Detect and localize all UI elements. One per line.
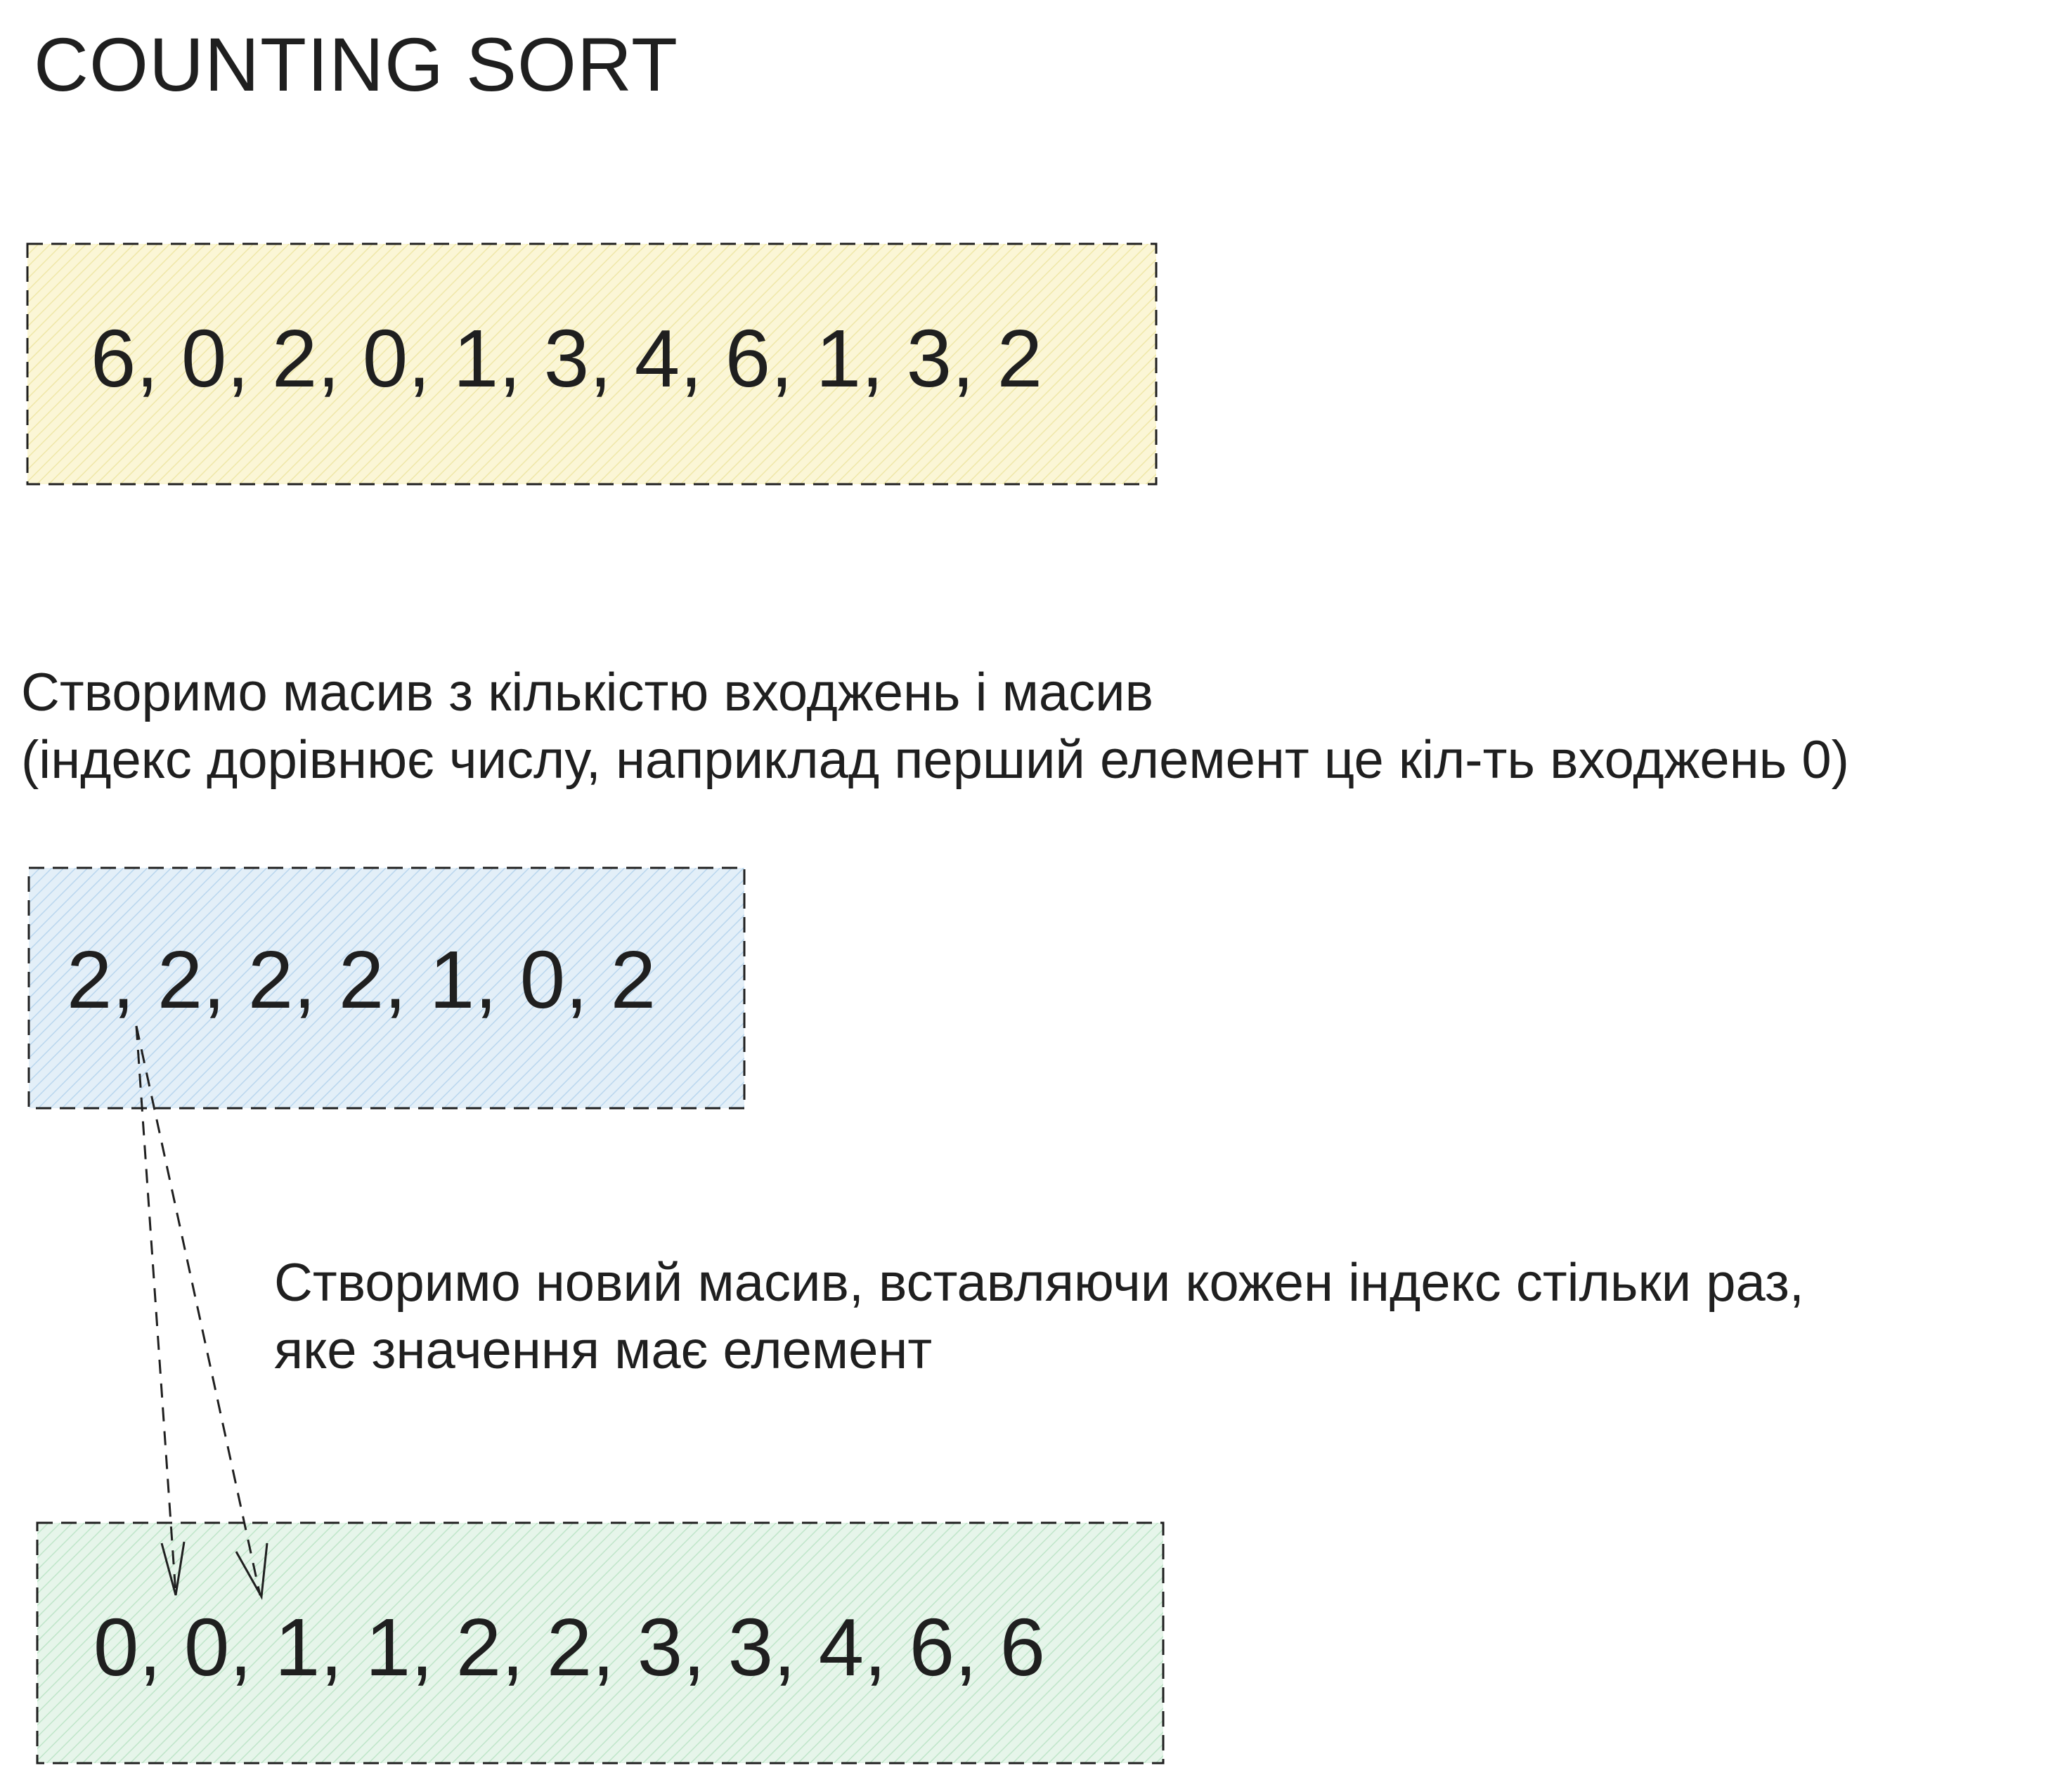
arrow-shaft-2 bbox=[136, 1026, 260, 1595]
arrow-to-first-zero bbox=[136, 1026, 176, 1594]
input-array-values: 6, 0, 2, 0, 1, 3, 4, 6, 1, 3, 2 bbox=[90, 313, 1043, 404]
arrowhead-1-path bbox=[162, 1542, 184, 1595]
output-note-line-2: яке значення має елемент bbox=[274, 1320, 933, 1380]
diagram-title: COUNTING SORT bbox=[34, 22, 679, 107]
arrow-to-second-zero bbox=[136, 1026, 260, 1595]
output-array-values: 0, 0, 1, 1, 2, 2, 3, 3, 4, 6, 6 bbox=[93, 1602, 1046, 1693]
output-note-line-1: Створимо новий масив, вставляючи кожен індекс стільки раз, bbox=[274, 1253, 1804, 1313]
arrowhead-2 bbox=[236, 1543, 267, 1597]
arrowhead-2-path bbox=[236, 1543, 267, 1597]
count-note-line-2: (індекс дорівнює числу, наприклад перший елемент це кіл-ть входжень 0) bbox=[21, 730, 1849, 790]
count-array-values: 2, 2, 2, 2, 1, 0, 2 bbox=[66, 934, 656, 1025]
arrowhead-1 bbox=[162, 1542, 184, 1595]
count-note-line-1: Створимо масив з кількістю входжень і масив bbox=[21, 663, 1153, 722]
arrow-shaft-1 bbox=[136, 1026, 176, 1594]
